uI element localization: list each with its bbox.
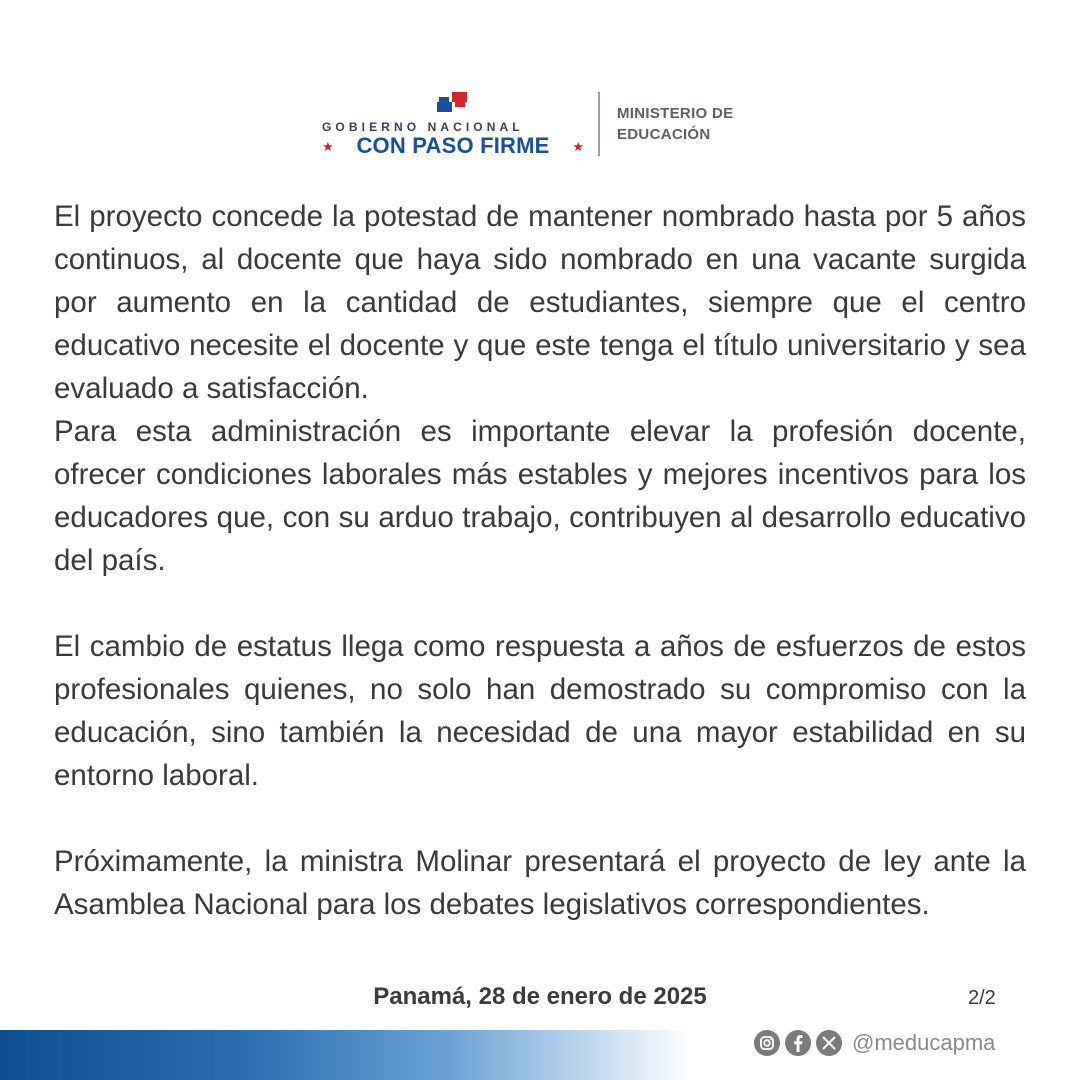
x-icon[interactable] xyxy=(816,1030,842,1056)
divider xyxy=(598,92,600,156)
star-icon: ★ xyxy=(572,138,584,154)
gov-line2: CON PASO FIRME xyxy=(356,133,550,158)
ministry-line1: MINISTERIO DE xyxy=(617,105,734,122)
social-links xyxy=(754,1029,995,1057)
paragraph-2: Para esta administración es importante elevar la profesión docente, ofrecer condiciones laborales más estables y mejores incentivos para los educadores que, con su arduo trabajo, contribuyen al desarrollo educativo del país. xyxy=(54,415,1026,577)
header xyxy=(0,88,1080,160)
date-line xyxy=(0,983,1080,1011)
paragraph-1: El proyecto concede la potestad de mantener nombrado hasta por 5 años continuos, al docente que haya sido nombrado en una vacante surgida por aumento en la cantidad de estudiantes, siempre que el centro educativo necesite el docente y que este tenga el título universitario y sea evaluado a satisfacción. xyxy=(54,200,1026,405)
star-icon: ★ xyxy=(322,138,334,154)
date-text: Panamá, 28 de enero de 2025 xyxy=(373,983,707,1010)
paragraph-3: El cambio de estatus llega como respuesta a años de esfuerzos de estos profesionales quienes, no solo han demostrado su compromiso con la educación, sino también la necesidad de una mayor estabilidad en su entorno laboral. xyxy=(54,630,1026,792)
social-handle[interactable]: @meducapma xyxy=(852,1030,996,1055)
panama-flag-icon xyxy=(437,92,467,112)
gov-slogan xyxy=(322,132,584,160)
footer-gradient-band xyxy=(0,1030,690,1080)
ministry-name xyxy=(617,103,733,145)
facebook-icon[interactable] xyxy=(785,1030,811,1056)
body-text xyxy=(54,195,1026,926)
instagram-icon[interactable] xyxy=(754,1030,780,1056)
gov-line1: GOBIERNO NACIONAL xyxy=(322,120,524,134)
paragraph-4: Próximamente, la ministra Molinar presentará el proyecto de ley ante la Asamblea Nacional para los debates legislativos correspondientes. xyxy=(54,845,1026,921)
page-indicator: 2/2 xyxy=(968,987,996,1009)
ministry-line2: EDUCACIÓN xyxy=(617,126,711,143)
